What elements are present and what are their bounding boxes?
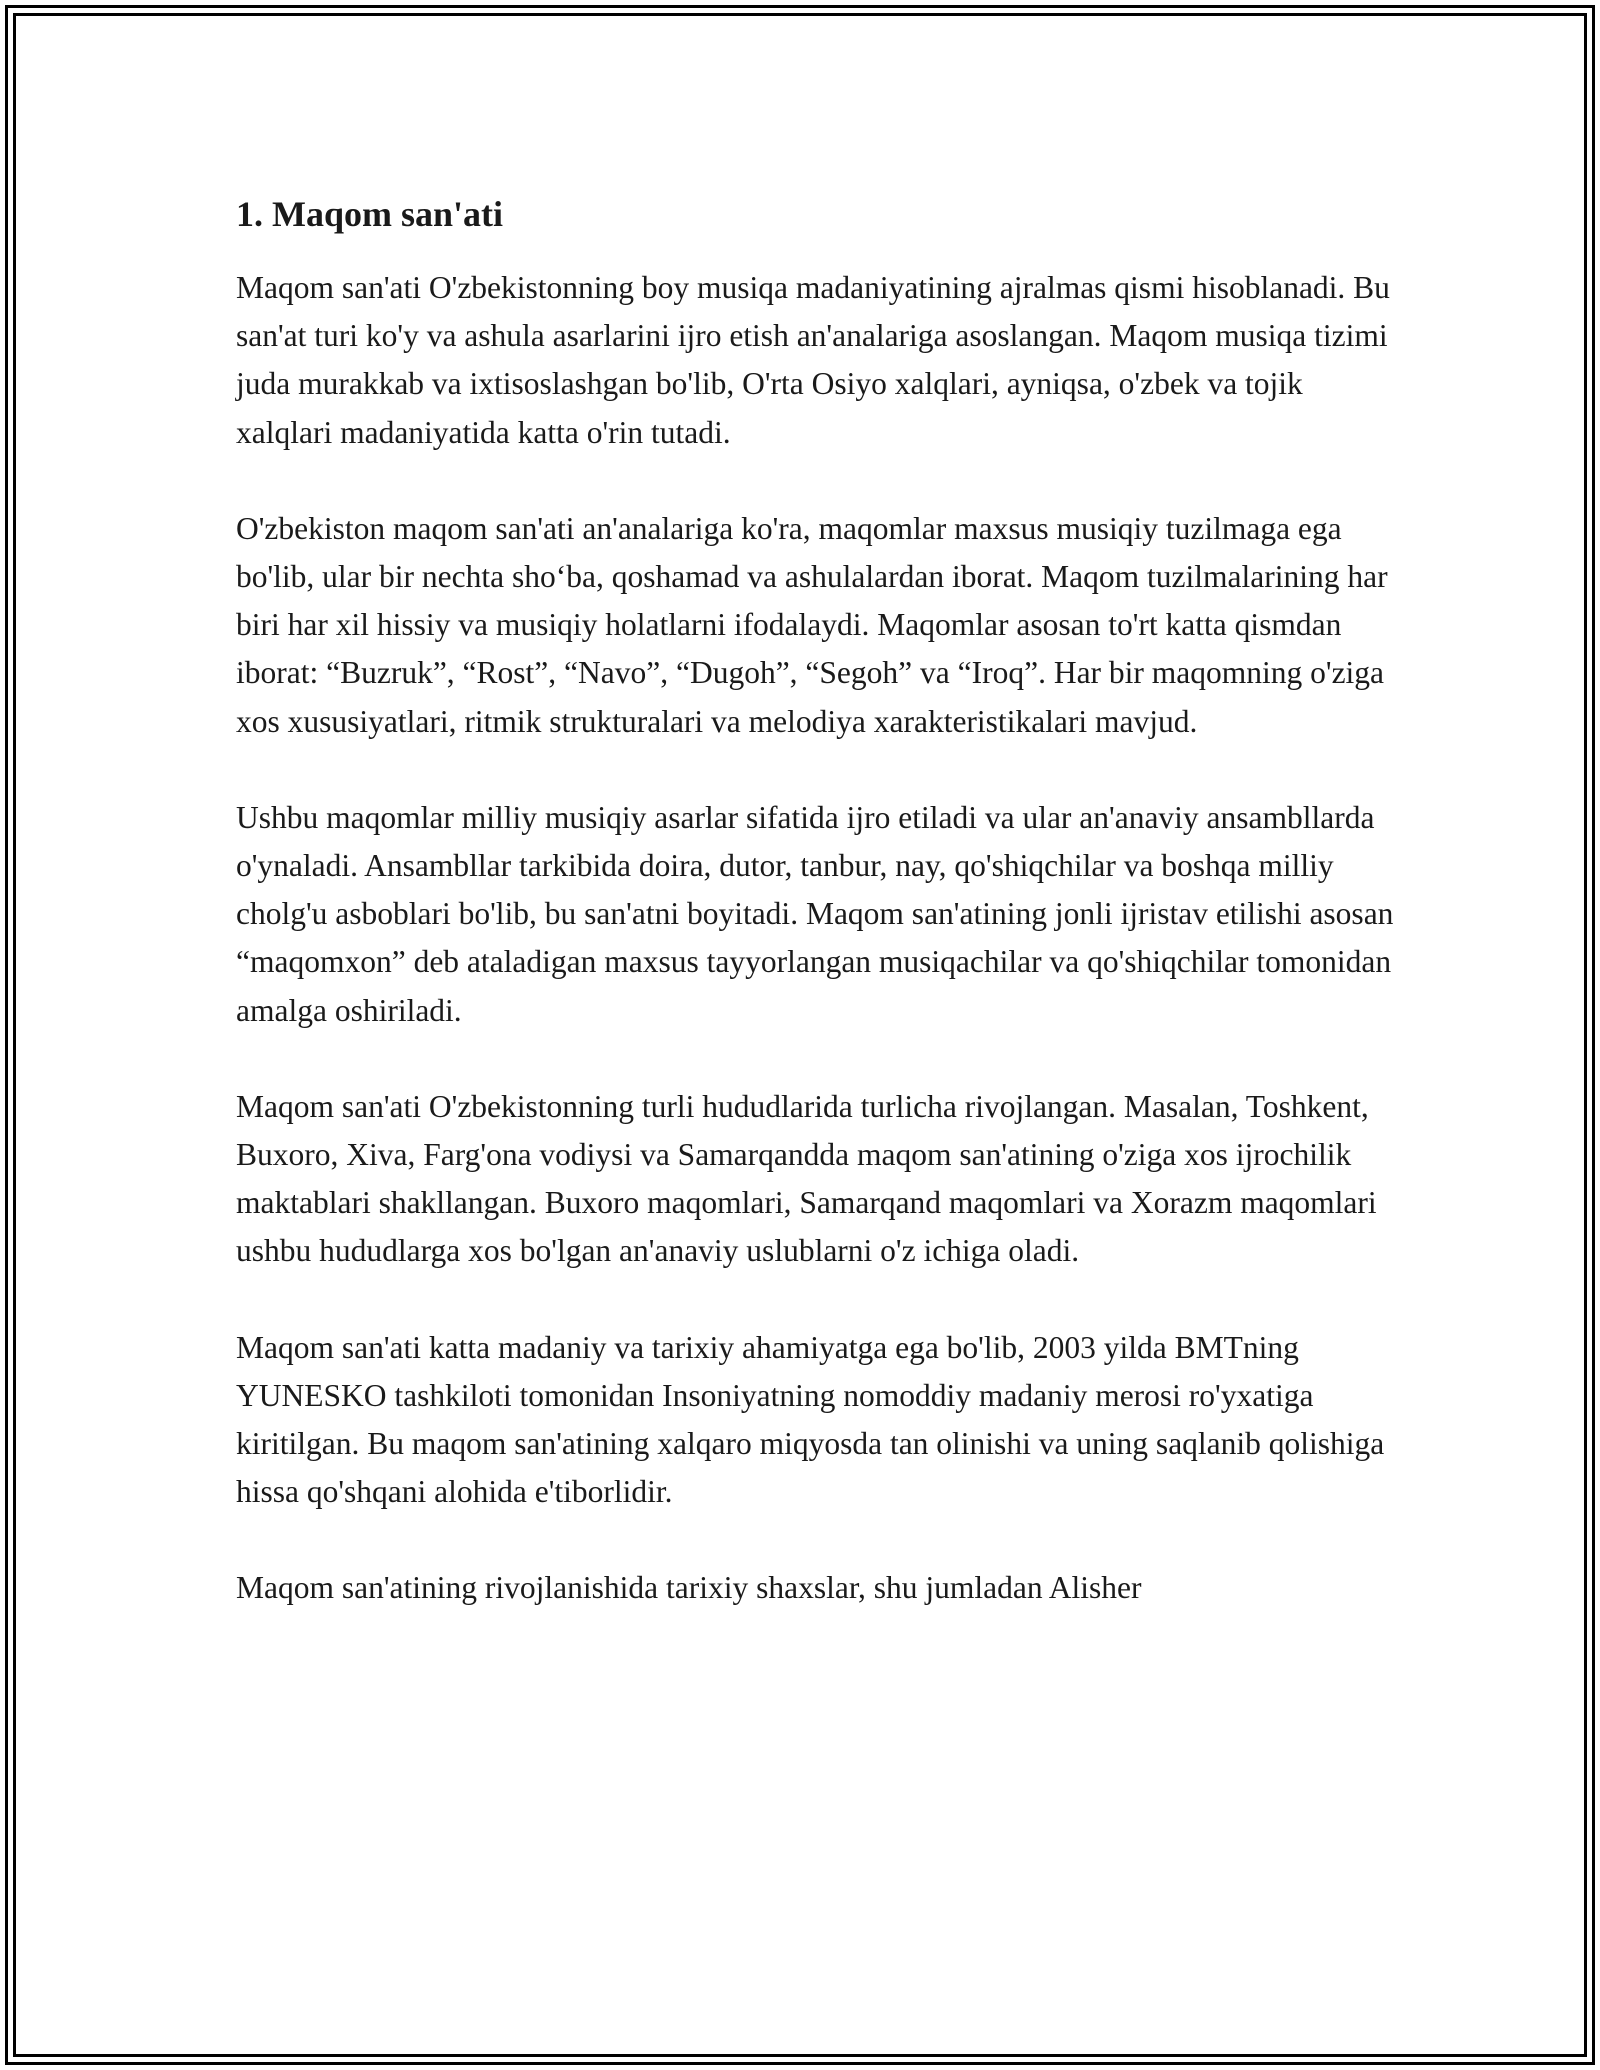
- paragraph: O'zbekiston maqom san'ati an'analariga ko'ra, maqomlar maxsus musiqiy tuzilmaga ega bo'lib, ular bir nechta sho‘ba, qoshamad va ashulalardan iborat. Maqom tuzilmalarining har biri har xil hissiy va musiqiy holatlarni ifodalaydi. Maqomlar asosan to'rt katta qismdan iborat: “Buzruk”, “Rost”, “Navo”, “Dugoh”, “Segoh” va “Iroq”. Har bir maqomning o'ziga xos xususiyatlari, ritmik strukturalari va melodiya xarakteristikalari mavjud.: [236, 510, 1388, 739]
- paragraph: Ushbu maqomlar milliy musiqiy asarlar sifatida ijro etiladi va ular an'anaviy ansambllarda o'ynaladi. Ansambllar tarkibida doira, dutor, tanbur, nay, qo'shiqchilar va boshqa milliy cholg'u asboblari bo'lib, bu san'atni boyitadi. Maqom san'atining jonli ijristav etilishi asosan “maqomxon” deb ataladigan maxsus tayyorlangan musiqachilar va qo'shiqchilar tomonidan amalga oshiriladi.: [236, 799, 1394, 1028]
- document-body: [236, 186, 1396, 1661]
- paragraph: Maqom san'atining rivojlanishida tarixiy shaxslar, shu jumladan Alisher: [236, 1570, 1142, 1606]
- paragraph: Maqom san'ati katta madaniy va tarixiy ahamiyatga ega bo'lib, 2003 yilda BMTning YUNESKO tashkiloti tomonidan Insoniyatning nomoddiy madaniy merosi ro'yxatiga kiritilgan. Bu maqom san'atining xalqaro miqyosda tan olinishi va uning saqlanib qolishiga hissa qo'shqani alohida e'tiborlidir.: [236, 1329, 1385, 1510]
- paragraph: Maqom san'ati O'zbekistonning turli hududlarida turlicha rivojlangan. Masalan, Toshkent, Buxoro, Xiva, Farg'ona vodiysi va Samarqandda maqom san'atining o'ziga xos ijrochilik maktablari shakllangan. Buxoro maqomlari, Samarqand maqomlari va Xorazm maqomlari ushbu hududlarga xos bo'lgan an'anaviy uslublarni o'z ichiga oladi.: [236, 1088, 1377, 1269]
- section-title: 1. Maqom san'ati: [236, 194, 504, 234]
- paragraph: Maqom san'ati O'zbekistonning boy musiqa madaniyatining ajralmas qismi hisoblanadi. Bu san'at turi ko'y va ashula asarlarini ijro etish an'analariga asoslangan. Maqom musiqa tizimi juda murakkab va ixtisoslashgan bo'lib, O'rta Osiyo xalqlari, ayniqsa, o'zbek va tojik xalqlari madaniyatida katta o'rin tutadi.: [236, 270, 1390, 450]
